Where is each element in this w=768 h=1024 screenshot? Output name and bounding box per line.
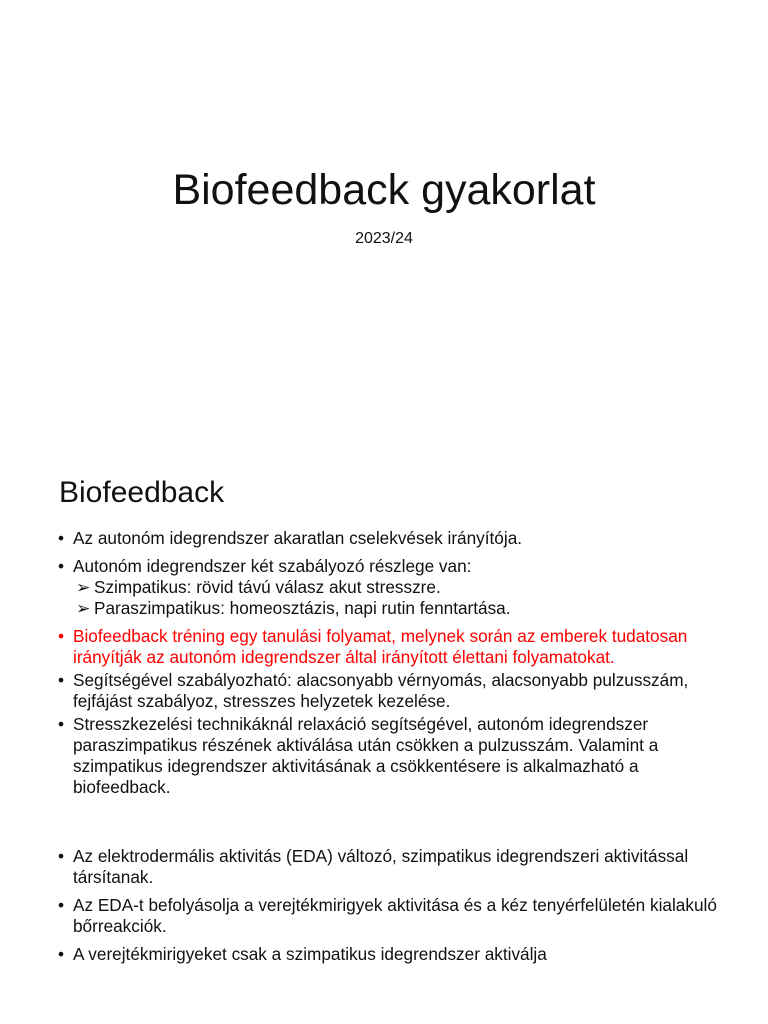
sub-bullet-item: [76, 598, 718, 619]
bullet-icon: •: [58, 670, 65, 690]
bullet-icon: •: [58, 846, 65, 866]
bullet-text: Segítségével szabályozható: alacsonyabb vérnyomás, alacsonyabb pulzusszám, fejfájást szabályoz, stresszes helyzetek kezelése.: [73, 670, 689, 711]
slide-divider: [0, 432, 768, 452]
bullet-icon: •: [58, 626, 65, 646]
bullet-icon: •: [58, 895, 65, 915]
bullet-item: [58, 846, 718, 888]
bullet-icon: •: [58, 714, 65, 734]
bullet-item: [58, 895, 718, 937]
title-slide: [0, 0, 768, 432]
bullet-text: Stresszkezelési technikáknál relaxáció segítségével, autonóm idegrendszer paraszimpatikus részének aktiválása után csökken a pulzusszám. Valamint a szimpatikus idegrendszer aktivitásának a csökkentésere is alkalmazható a biofeedback.: [73, 714, 659, 797]
presentation-title: Biofeedback gyakorlat: [172, 166, 596, 214]
bullet-item: [58, 944, 718, 965]
bullet-text: Autonóm idegrendszer két szabályozó részlege van:: [73, 556, 472, 576]
bullet-item: [58, 556, 718, 619]
bullet-text: Biofeedback tréning egy tanulási folyamat, melynek során az emberek tudatosan irányítják az autonóm idegrendszer által irányított élettani folyamatokat.: [73, 626, 688, 667]
arrow-bullet-icon: ➢: [76, 577, 91, 597]
sub-bullet-text: Szimpatikus: rövid távú válasz akut stresszre.: [94, 577, 441, 597]
bullet-item: [58, 714, 718, 798]
bullet-text: Az EDA-t befolyásolja a verejtékmirigyek aktivitása és a kéz tenyérfelületén kialakuló bőrreakciók.: [73, 895, 717, 936]
content-slide: [0, 452, 768, 1024]
bullet-icon: •: [58, 944, 65, 964]
bullet-item: [58, 670, 718, 712]
sub-bullet-item: [76, 577, 718, 598]
sub-bullet-text: Paraszimpatikus: homeosztázis, napi rutin fenntartása.: [94, 598, 511, 618]
bullet-item: [58, 528, 718, 549]
arrow-bullet-icon: ➢: [76, 598, 91, 618]
bullet-text: A verejtékmirigyeket csak a szimpatikus idegrendszer aktiválja: [73, 944, 547, 964]
bullet-item-highlighted: [58, 626, 718, 668]
bullet-list: [58, 528, 718, 972]
slide-title: Biofeedback: [59, 476, 225, 509]
bullet-text: Az autonóm idegrendszer akaratlan cselekvések irányítója.: [73, 528, 523, 548]
presentation-subtitle: 2023/24: [355, 230, 413, 247]
sub-bullet-list: [73, 577, 718, 619]
bullet-text: Az elektrodermális aktivitás (EDA) változó, szimpatikus idegrendszeri aktivitással társítanak.: [73, 846, 689, 887]
bullet-icon: •: [58, 556, 65, 576]
bullet-icon: •: [58, 528, 65, 548]
